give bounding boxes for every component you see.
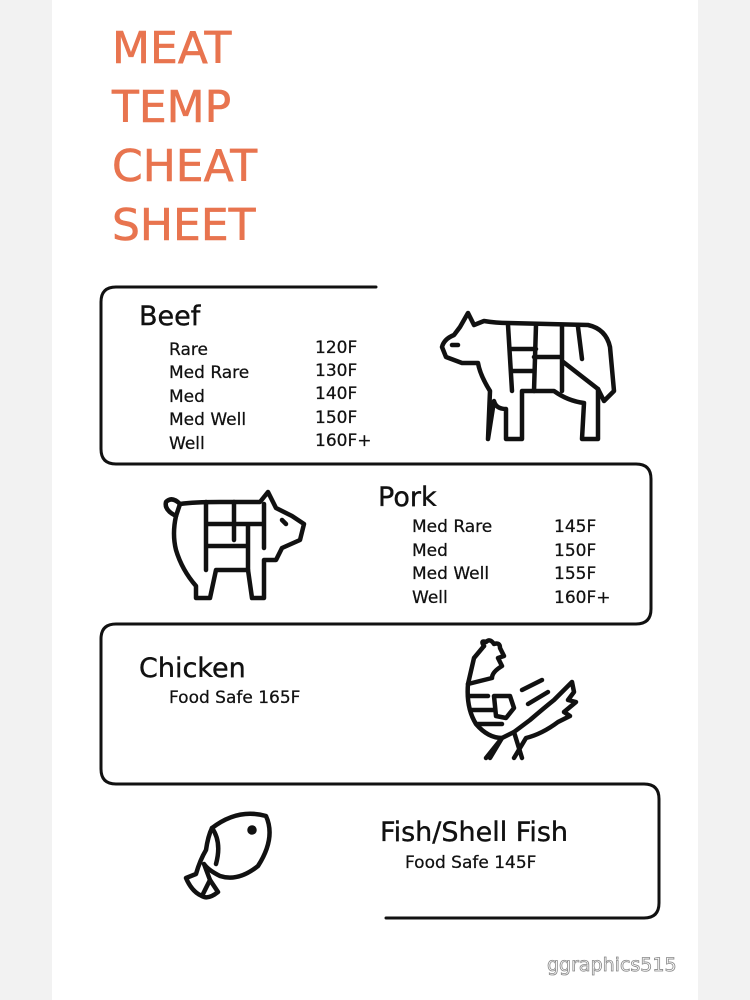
chicken-heading: Chicken — [139, 653, 246, 684]
pork-heading: Pork — [378, 482, 437, 513]
beef-doneness: Rare — [169, 340, 208, 360]
beef-temp: 160F+ — [315, 431, 372, 451]
pork-doneness: Well — [412, 588, 448, 608]
pork-temp: 145F — [554, 517, 597, 537]
beef-doneness: Med Well — [169, 410, 247, 430]
pork-doneness: Med Well — [412, 564, 490, 584]
title-line-4: SHEET — [112, 200, 256, 251]
beef-heading: Beef — [139, 301, 201, 332]
pig-icon — [160, 490, 310, 600]
beef-temp: 130F — [315, 361, 358, 381]
beef-temp: 120F — [315, 338, 358, 358]
beef-doneness: Well — [169, 434, 205, 454]
beef-temp: 140F — [315, 384, 358, 404]
chicken-icon — [462, 638, 582, 763]
title-line-2: TEMP — [112, 82, 232, 133]
pork-doneness: Med — [412, 541, 448, 561]
watermark: ggraphics515 — [547, 954, 677, 976]
fish-icon — [182, 808, 277, 903]
chicken-note: Food Safe 165F — [169, 688, 301, 708]
title-line-1: MEAT — [112, 23, 232, 74]
beef-temp: 150F — [315, 408, 358, 428]
pork-temp: 155F — [554, 564, 597, 584]
pork-doneness: Med Rare — [412, 517, 493, 537]
pork-temp: 160F+ — [554, 588, 611, 608]
fish-note: Food Safe 145F — [405, 853, 537, 873]
beef-doneness: Med Rare — [169, 363, 250, 383]
beef-doneness: Med — [169, 387, 205, 407]
pork-temp: 150F — [554, 541, 597, 561]
cow-icon — [438, 305, 618, 445]
title-line-3: CHEAT — [112, 141, 258, 192]
fish-heading: Fish/Shell Fish — [380, 817, 569, 848]
